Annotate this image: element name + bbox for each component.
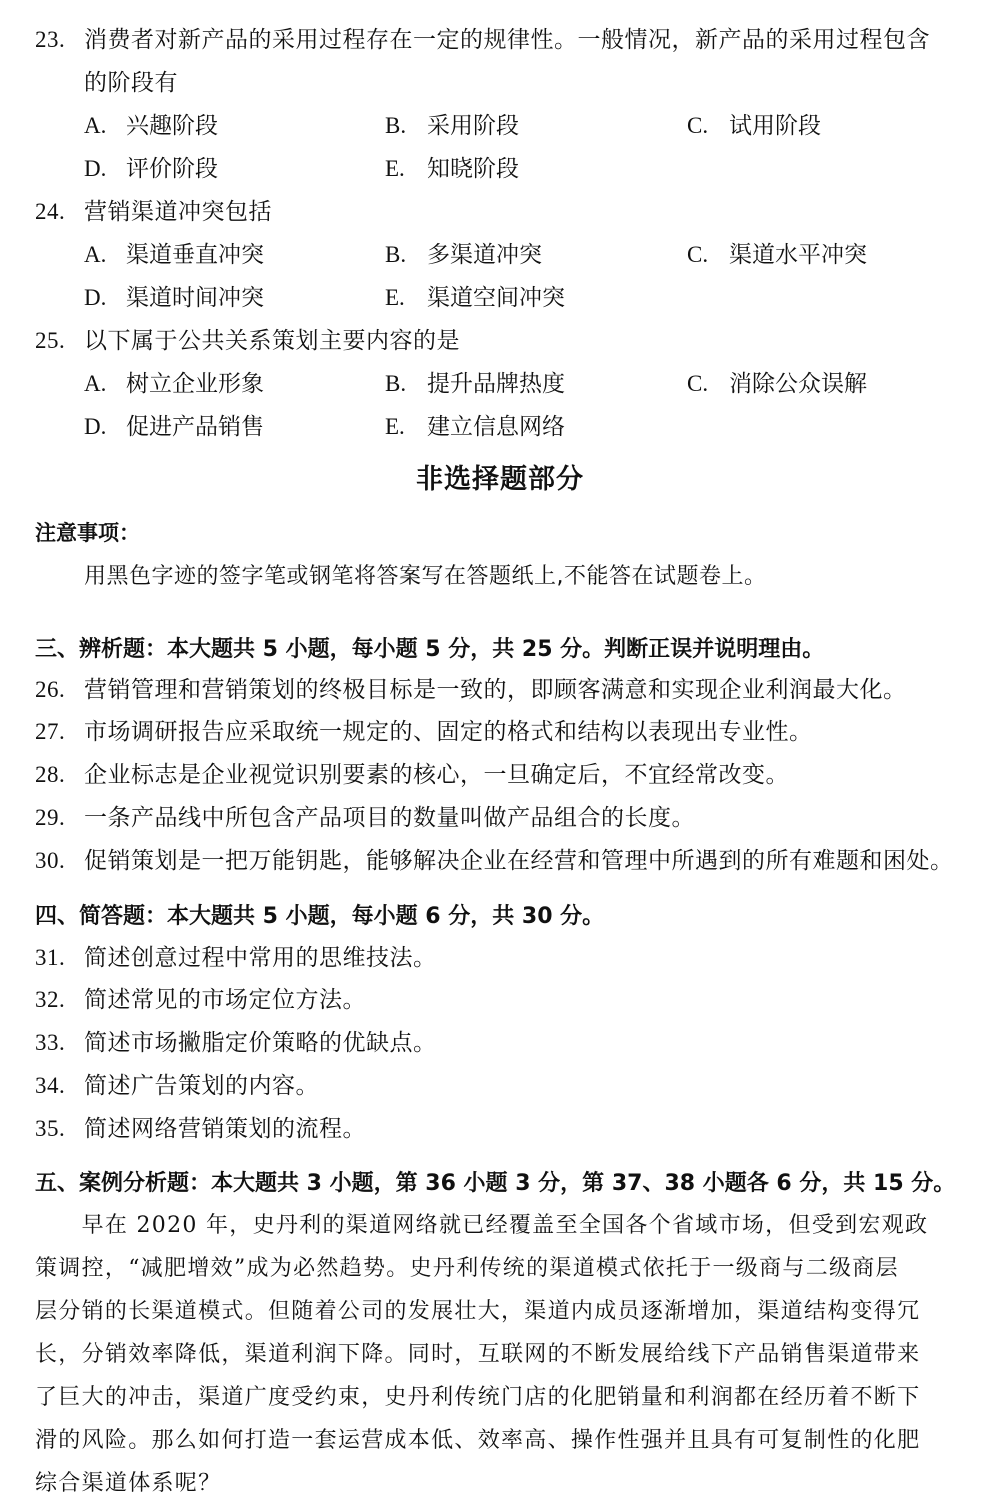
case-line: 综合渠道体系呢？ (35, 1471, 222, 1496)
option-letter: E. (385, 156, 405, 181)
option-text: 促进产品销售 (126, 414, 264, 440)
question-text: 简述市场撇脂定价策略的优缺点。 (84, 1030, 437, 1056)
question-number: 33. (35, 1030, 66, 1055)
option-letter: B. (385, 371, 407, 396)
question-text: 市场调研报告应采取统一规定的、固定的格式和结构以表现出专业性。 (84, 719, 813, 745)
question-number: 31. (35, 945, 66, 970)
question-stem-continued: 的阶段有 (84, 70, 178, 96)
section-title-non-choice: 非选择题部分 (416, 464, 584, 495)
question-text: 简述创意过程中常用的思维技法。 (84, 945, 437, 971)
option-text: 知晓阶段 (427, 156, 519, 182)
question-number: 23. (35, 27, 66, 52)
option-b (385, 240, 542, 270)
question-stem: 消费者对新产品的采用过程存在一定的规律性。一般情况，新产品的采用过程包含 (84, 27, 930, 53)
question-number: 30. (35, 848, 66, 873)
question-text: 企业标志是企业视觉识别要素的核心，一旦确定后，不宜经常改变。 (84, 762, 789, 788)
notice-label: 注意事项： (35, 521, 140, 545)
option-text: 多渠道冲突 (427, 242, 542, 268)
question-text: 营销管理和营销策划的终极目标是一致的，即顾客满意和实现企业利润最大化。 (84, 677, 907, 703)
option-text: 试用阶段 (729, 113, 821, 139)
option-letter: A. (84, 371, 107, 396)
option-text: 渠道水平冲突 (729, 242, 867, 268)
question-text: 简述广告策划的内容。 (84, 1073, 319, 1099)
question-stem: 以下属于公共关系策划主要内容的是 (84, 328, 460, 354)
option-c (687, 240, 867, 270)
option-letter: A. (84, 242, 107, 267)
option-text: 渠道时间冲突 (126, 285, 264, 311)
option-text: 提升品牌热度 (427, 371, 565, 397)
section-5-heading: 五、案例分析题：本大题共 3 小题，第 36 小题 3 分，第 37、38 小题各 6 分，共 15 分。 (35, 1171, 956, 1196)
option-text: 采用阶段 (427, 113, 519, 139)
option-a (84, 111, 218, 141)
section-3-heading: 三、辨析题：本大题共 5 小题，每小题 5 分，共 25 分。判断正误并说明理由。 (35, 637, 825, 662)
option-text: 评价阶段 (126, 156, 218, 182)
option-b (385, 111, 519, 141)
option-b (385, 369, 565, 399)
question-number: 34. (35, 1073, 66, 1098)
option-letter: C. (687, 113, 709, 138)
option-text: 树立企业形象 (126, 371, 264, 397)
option-text: 消除公众误解 (729, 371, 867, 397)
option-e (385, 283, 565, 313)
option-letter: A. (84, 113, 107, 138)
option-text: 兴趣阶段 (126, 113, 218, 139)
option-letter: E. (385, 414, 405, 439)
option-text: 渠道空间冲突 (427, 285, 565, 311)
option-a (84, 369, 264, 399)
option-letter: D. (84, 156, 107, 181)
question-number: 24. (35, 199, 66, 224)
question-stem: 营销渠道冲突包括 (84, 199, 272, 225)
question-number: 26. (35, 677, 66, 702)
question-text: 促销策划是一把万能钥匙，能够解决企业在经营和管理中所遇到的所有难题和困处。 (84, 848, 954, 874)
case-line: 长，分销效率降低，渠道利润下降。同时，互联网的不断发展给线下产品销售渠道带来 (35, 1342, 921, 1367)
option-letter: B. (385, 242, 407, 267)
case-line: 了巨大的冲击，渠道广度受约束，史丹利传统门店的化肥销量和利润都在经历着不断下 (35, 1385, 921, 1410)
case-line: 策调控，“减肥增效”成为必然趋势。史丹利传统的渠道模式依托于一级商与二级商层 (35, 1256, 899, 1281)
option-letter: D. (84, 285, 107, 310)
option-text: 渠道垂直冲突 (126, 242, 264, 268)
option-c (687, 369, 867, 399)
option-letter: C. (687, 371, 709, 396)
option-letter: D. (84, 414, 107, 439)
option-letter: E. (385, 285, 405, 310)
question-text: 简述常见的市场定位方法。 (84, 987, 366, 1013)
question-number: 28. (35, 762, 66, 787)
option-a (84, 240, 264, 270)
option-e (385, 412, 565, 442)
option-letter: C. (687, 242, 709, 267)
option-d (84, 412, 264, 442)
option-d (84, 154, 218, 184)
question-number: 25. (35, 328, 66, 353)
question-text: 一条产品线中所包含产品项目的数量叫做产品组合的长度。 (84, 805, 695, 831)
case-line: 滑的风险。那么如何打造一套运营成本低、效率高、操作性强并且具有可复制性的化肥 (35, 1428, 921, 1453)
option-text: 建立信息网络 (427, 414, 565, 440)
question-number: 27. (35, 719, 66, 744)
option-letter: B. (385, 113, 407, 138)
case-line: 层分销的长渠道模式。但随着公司的发展壮大，渠道内成员逐渐增加，渠道结构变得冗 (35, 1299, 921, 1324)
option-e (385, 154, 519, 184)
case-line: 早在 2020 年，史丹利的渠道网络就已经覆盖至全国各个省域市场，但受到宏观政 (35, 1213, 929, 1238)
question-number: 35. (35, 1116, 66, 1141)
question-number: 32. (35, 987, 66, 1012)
question-number: 29. (35, 805, 66, 830)
option-d (84, 283, 264, 313)
option-c (687, 111, 821, 141)
section-4-heading: 四、简答题：本大题共 5 小题，每小题 6 分，共 30 分。 (35, 904, 605, 929)
question-text: 简述网络营销策划的流程。 (84, 1116, 366, 1142)
notice-text: 用黑色字迹的签字笔或钢笔将答案写在答题纸上,不能答在试题卷上。 (84, 564, 767, 589)
